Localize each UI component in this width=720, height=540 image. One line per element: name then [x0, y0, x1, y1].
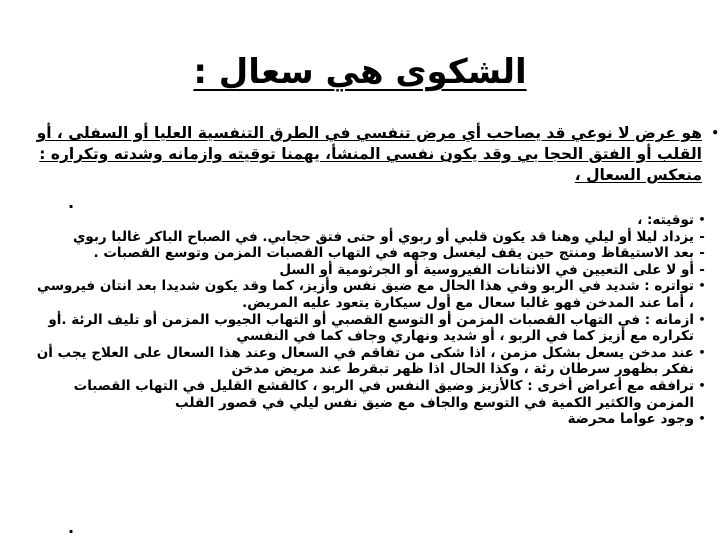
slide-title: الشكوى هي سعال : — [193, 52, 527, 92]
list-item-text: توقيته: ، — [637, 212, 694, 228]
list-marker: • — [698, 378, 706, 392]
list-item — [28, 411, 708, 428]
list-marker: - — [699, 261, 705, 278]
list-marker: - — [699, 245, 705, 262]
list-marker: • — [698, 345, 706, 359]
list-item — [28, 245, 708, 262]
list-item — [28, 312, 708, 345]
list-marker: • — [698, 412, 706, 426]
list-item-text: يزداد ليلا أو ليلي وهنا قد يكون قلبي أو ربوي أو حتى فتق حجابي. في الصباح الباكر غالبا ربوي — [72, 228, 694, 245]
stray-dot: . — [68, 193, 75, 212]
list-item — [28, 229, 708, 246]
list-item — [28, 262, 708, 279]
list-item — [28, 212, 708, 229]
intro-bullet: • — [711, 126, 719, 140]
list-item-text: عند مدخن يسعل بشكل مزمن ، اذا شكى من تفاقم في السعال وعند هذا السعال على العلاج يجب أن نفكر بظهور سرطان رئة ، وكذا الحال اذا ظهر تبقرط عند مريض مدخن — [36, 344, 694, 378]
list-item-text: ازمانه : في التهاب القصبات المزمن أو التوسع القصبي أو التهاب الجيوب المزمن أو تليف الرئة .أو تكراره مع أزيز كما في الربو ، أو شديد ونهاري وجاف كما في النفسي — [48, 311, 694, 345]
list-item — [28, 378, 708, 411]
list-item-text: بعد الاستيقاظ ومنتج حين يقف ليغسل وجهه في التهاب القصبات المزمن وتوسع القصبات . — [93, 245, 694, 262]
intro-paragraph — [30, 123, 719, 186]
list-marker: - — [699, 228, 705, 245]
stray-dot: . — [68, 518, 75, 537]
list-item-text: أو لا على التعيين في الانتانات الفيروسية أو الجرثومية أو السل — [279, 261, 694, 278]
list-marker: • — [698, 279, 706, 293]
intro-text: هو عرض لا نوعي قد يصاحب أي مرض تنفسي في الطرق التنفسية العليا أو السفلى ، أو القلب أو الفتق الحجا بي وقد يكون نفسي المنشأ، يهمنا توقيته وازمانه وشدته وتكراره : منعكس السعال ، — [36, 124, 702, 184]
list-item — [28, 278, 708, 311]
bullet-list — [28, 212, 708, 428]
list-marker: • — [698, 213, 706, 226]
list-item-text: وجود عواما محرضة — [567, 411, 694, 428]
list-marker: • — [698, 312, 706, 326]
list-item-text: تواتره : شديد في الربو وفي هذا الحال مع ضيق نفس وأزيز، كما وقد يكون شديدا بعد انتان فيروسي ، أما عند المدخن فهو غالبا سعال مع أول سيكارة يتعود عليه المريض. — [37, 278, 694, 311]
list-item — [28, 345, 708, 378]
list-item-text: ترافقه مع أعراض أخرى : كالأزيز وضيق النفس في الربو ، كالقشع القليل في التهاب القصبات المزمن والكثير الكمية في التوسع والجاف مع ضيق نفس ليلي في قصور القلب — [73, 377, 694, 411]
